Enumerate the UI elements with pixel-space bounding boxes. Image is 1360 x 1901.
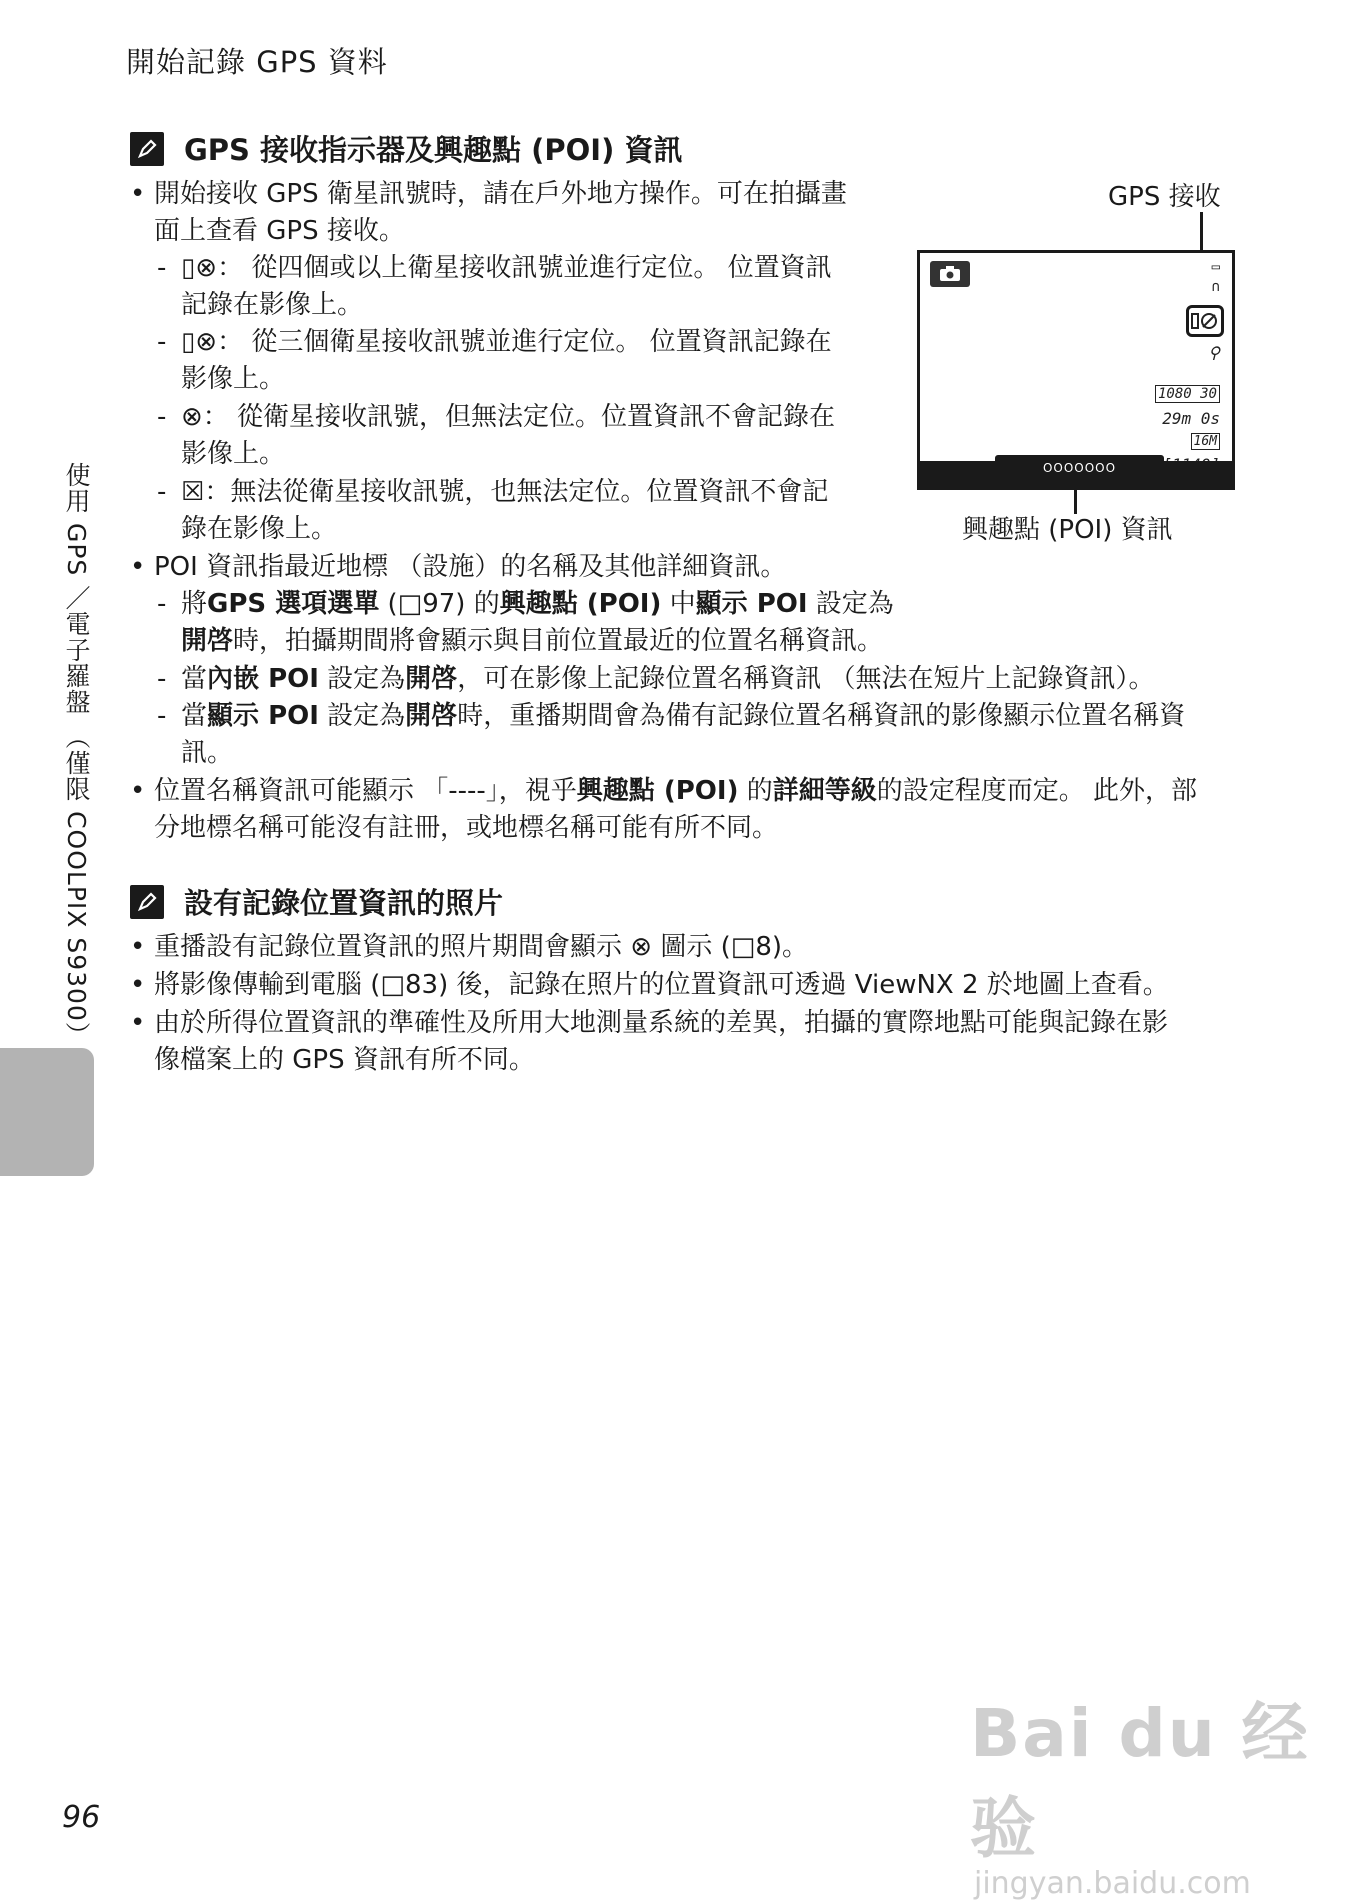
image-size-indicator: 16M [1191,433,1220,450]
gps-reception-label: GPS 接收 [1108,182,1221,212]
page-header-title: 開始記錄 GPS 資料 [126,45,388,79]
movie-mode-indicator: 1080 30 [1155,385,1220,403]
side-chapter-label: 使用 GPS ／電子羅盤 （僅限 COOLPIX S9300） [62,462,91,1048]
screen-indicator-icon: ∩ [1211,279,1220,295]
page-number: 96 [62,1800,101,1835]
watermark [970,1680,1360,1901]
list-subitem: - ☒：無法從衛星接收訊號，也無法定位。位置資訊不會記 錄在影像上。 [157,477,829,544]
gps-no-fix-icon: ⊗ [181,402,203,432]
section-title: GPS 接收指示器及興趣點 (POI) 資訊 [184,133,683,167]
compass-icon: ⚲ [1208,343,1220,362]
section-heading-location-photos [130,881,503,922]
list-item: • 開始接收 GPS 衛星訊號時，請在戶外地方操作。可在拍攝畫 面上查看 GPS 接收。 [130,179,847,246]
note-pencil-icon [130,132,164,166]
gps-no-signal-icon: ☒ [181,477,205,507]
screen-indicator-icon: ▭ [1211,259,1220,275]
list-subitem: - ⊗： 從衛星接收訊號，但無法定位。位置資訊不會記錄在 影像上。 [157,402,836,469]
poi-info-label: 興趣點 (POI) 資訊 [962,515,1173,545]
list-subitem: - 將GPS 選項選單 (□97) 的興趣點 (POI) 中顯示 POI 設定為 開啓時，拍攝期間將會顯示與目前位置最近的位置名稱資訊。 [157,589,894,656]
camera-mode-icon [930,261,970,287]
remaining-time: 29m 0s [1162,409,1220,428]
book-ref-icon: □ [397,589,423,619]
list-item: • 位置名稱資訊可能顯示 「----」，視乎興趣點 (POI) 的詳細等級的設定程度而定。 此外，部 分地標名稱可能沒有註冊，或地標名稱可能有所不同。 [130,776,1197,843]
list-subitem: - ▯⊗： 從三個衛星接收訊號並進行定位。 位置資訊記錄在 影像上。 [157,327,832,394]
poi-info-highlight: OOOOOOO [995,455,1164,485]
watermark-logo: Bai du 经验 [970,1695,1310,1867]
section-title: 設有記錄位置資訊的照片 [184,886,504,920]
note-pencil-icon [130,885,164,919]
list-item: • 由於所得位置資訊的準確性及所用大地測量系統的差異，拍攝的實際地點可能與記錄在影 像檔案上的 GPS 資訊有所不同。 [130,1008,1169,1075]
gps-reception-highlight [1186,305,1224,337]
location-data-icon: ⊗ [630,932,653,962]
book-ref-icon: □ [380,970,405,1000]
list-item: • 重播設有記錄位置資訊的照片期間會顯示 ⊗ 圖示 (□8)。 [130,932,809,962]
gps-three-satellites-icon: ▯⊗ [181,327,218,357]
list-item: • POI 資訊指最近地標 （設施）的名稱及其他詳細資訊。 [130,552,787,582]
watermark-url: jingyan.baidu.com [974,1866,1251,1901]
list-subitem: - 當內嵌 POI 設定為開啓，可在影像上記錄位置名稱資訊 （無法在短片上記錄資訊）。 [157,664,1155,694]
list-item: • 將影像傳輸到電腦 (□83) 後，記錄在照片的位置資訊可透過 ViewNX 2 於地圖上查看。 [130,970,1169,1000]
list-subitem: - 當顯示 POI 設定為開啓時，重播期間會為備有記錄位置名稱資訊的影像顯示位置名稱資 訊。 [157,701,1186,768]
gps-four-satellites-icon: ▯⊗ [181,253,218,283]
camera-screen-illustration [917,250,1235,490]
section-heading-gps-poi [130,128,682,169]
chapter-thumb-tab [0,1048,94,1176]
list-subitem: - ▯⊗： 從四個或以上衛星接收訊號並進行定位。 位置資訊 記錄在影像上。 [157,253,832,320]
book-ref-icon: □ [730,932,756,962]
